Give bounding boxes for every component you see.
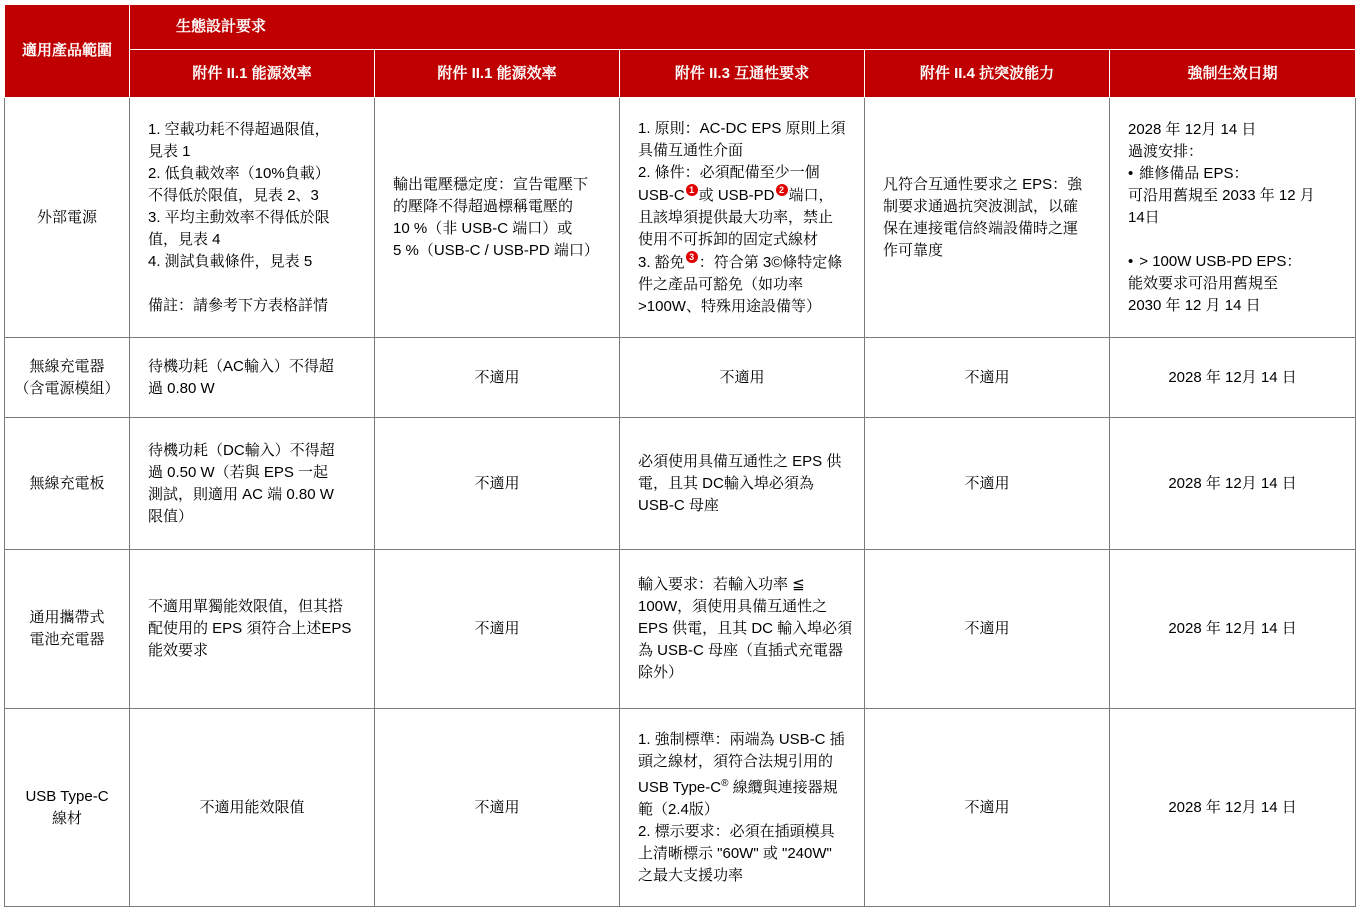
text-line: 值，見表 4	[148, 230, 221, 248]
category-cell	[5, 550, 130, 709]
text-line: USB Type-C	[25, 787, 109, 805]
text-line: 除外）	[638, 664, 684, 681]
efficiency-cell	[130, 550, 375, 709]
text-line: 使用不可拆卸的固定式線材	[638, 230, 819, 248]
date-cell: 2028 年 12月 14 日	[1110, 338, 1356, 418]
text-line: 線材	[51, 809, 82, 827]
text-line: 不適用單獨能效限值，但其搭	[148, 598, 344, 615]
text-run: USB-C	[638, 186, 685, 204]
interop-cell: 不適用	[620, 338, 865, 418]
text-line: 限值）	[148, 507, 194, 525]
registered-mark: ®	[721, 777, 729, 789]
footnote-2-badge: 2	[776, 184, 788, 196]
surge-cell: 不適用	[865, 418, 1110, 550]
text-line: 無線充電器	[29, 357, 105, 375]
text-line: 上清晰標示 "60W" 或 "240W"	[638, 844, 832, 862]
text-line: USB-C 母座	[638, 496, 719, 514]
text-line: 待機功耗（DC輸入）不得超	[148, 441, 335, 459]
surge-cell: 不適用	[865, 550, 1110, 709]
text-line: 可沿用舊規至 2033 年 12 月	[1128, 186, 1315, 204]
text-line	[638, 251, 860, 274]
effective-date: 2028 年 12月 14 日	[1128, 120, 1257, 138]
voltage-cell: 不適用	[375, 418, 620, 550]
text-line: 為 USB-C 母座（直插式充電器	[638, 642, 844, 659]
header-product-scope: 適用產品範圍	[5, 5, 130, 98]
bullet-item: • 維修備品 EPS：	[1128, 163, 1351, 185]
interop-cell	[620, 709, 865, 907]
text-line: 輸出電壓穩定度：宣告電壓下	[393, 175, 589, 193]
text-line: 通用攜帶式	[29, 609, 105, 626]
text-line: 電池充電器	[29, 631, 105, 648]
text-line: 2. 標示要求：必須在插頭模具	[638, 822, 835, 840]
text-line: 1. 空載功耗不得超過限值，	[148, 120, 330, 138]
table-row-wireless-pad	[5, 418, 1356, 550]
text-line: 5 %（USB-C / USB-PD 端口）	[393, 241, 599, 259]
header-col-efficiency: 附件 II.1 能源效率	[130, 50, 375, 98]
category-cell: 無線充電板	[5, 418, 130, 550]
header-ecodesign-group	[130, 5, 1356, 50]
text-line: 2030 年 12 月 14 日	[1128, 296, 1261, 314]
category-cell	[5, 709, 130, 907]
text-run: ：符合第 3©條特定條	[698, 253, 843, 271]
surge-cell: 不適用	[865, 338, 1110, 418]
header-col-surge: 附件 II.4 抗突波能力	[865, 50, 1110, 98]
text-line: 100W，須使用具備互通性之	[638, 598, 828, 615]
text-line: 10 %（非 USB-C 端口）或	[393, 219, 573, 237]
text-line: 保在連接電信終端設備時之運	[883, 219, 1079, 237]
text-line: 制要求通過抗突波測試，以確	[883, 197, 1079, 215]
text-run: USB Type-C	[638, 778, 722, 796]
voltage-cell: 不適用	[375, 550, 620, 709]
interop-cell	[620, 418, 865, 550]
text-line: 過渡安排：	[1128, 142, 1204, 160]
note-line: 備註：請參考下方表格詳情	[148, 296, 329, 314]
interop-cell	[620, 98, 865, 338]
text-line: 過 0.80 W	[148, 379, 215, 397]
text-line: 配使用的 EPS 須符合上述EPS	[148, 620, 352, 637]
text-line: 1. 原則：AC-DC EPS 原則上須	[638, 119, 846, 137]
text-line: 具備互通性介面	[638, 141, 744, 159]
date-cell: 2028 年 12月 14 日	[1110, 550, 1356, 709]
category-cell	[5, 338, 130, 418]
text-line: 待機功耗（AC輸入）不得超	[148, 357, 334, 375]
text-line: 不得低於限值，見表 2、3	[148, 186, 319, 204]
date-cell	[1110, 98, 1356, 338]
text-line: 1. 強制標準：兩端為 USB-C 插	[638, 730, 845, 748]
text-line: 作可靠度	[883, 241, 944, 259]
text-line: EPS 供電，且其 DC 輸入埠必須	[638, 620, 853, 637]
category-cell: 外部電源	[5, 98, 130, 338]
table-row-portable-charger	[5, 550, 1356, 709]
bullet-item: • > 100W USB-PD EPS：	[1128, 251, 1351, 273]
text-line: 14日	[1128, 208, 1160, 226]
text-line: 之最大支援功率	[638, 866, 744, 884]
text-run: 或 USB-PD	[698, 186, 775, 204]
text-line: 過 0.50 W（若與 EPS 一起	[148, 463, 329, 481]
header-col-interop: 附件 II.3 互通性要求	[620, 50, 865, 98]
text-line: >100W、特殊用途設備等）	[638, 297, 821, 315]
text-line: （含電源模組）	[14, 379, 120, 397]
header-col-effective-date: 強制生效日期	[1110, 50, 1356, 98]
interop-cell	[620, 550, 865, 709]
text-line: 件之產品可豁免（如功率	[638, 275, 804, 293]
date-cell: 2028 年 12月 14 日	[1110, 709, 1356, 907]
text-line: 電，且其 DC輸入埠必須為	[638, 474, 814, 492]
efficiency-cell	[130, 98, 375, 338]
text-line: 見表 1	[148, 142, 191, 160]
text-line: 範（2.4版）	[638, 800, 719, 818]
surge-cell: 不適用	[865, 709, 1110, 907]
text-line: 凡符合互通性要求之 EPS：強	[883, 175, 1083, 193]
footnote-1-badge: 1	[686, 184, 698, 196]
text-line	[638, 773, 860, 799]
spacer	[148, 273, 370, 295]
header-group-label: 生態設計要求	[176, 18, 267, 35]
header-col-voltage: 附件 II.1 能源效率	[375, 50, 620, 98]
efficiency-cell: 不適用能效限值	[130, 709, 375, 907]
text-run: 3. 豁免	[638, 253, 685, 271]
text-line: 必須使用具備互通性之 EPS 供	[638, 452, 842, 470]
text-line: 2. 條件：必須配備至少一個	[638, 163, 820, 181]
text-line: 能效要求可沿用舊規至	[1128, 274, 1279, 292]
surge-cell	[865, 98, 1110, 338]
voltage-cell	[375, 98, 620, 338]
text-line	[638, 184, 860, 207]
eco-design-requirements-table	[4, 4, 1356, 907]
voltage-cell: 不適用	[375, 709, 620, 907]
text-line: 測試，則適用 AC 端 0.80 W	[148, 485, 334, 503]
table-row-usb-c-cable	[5, 709, 1356, 907]
text-line: 頭之線材，須符合法規引用的	[638, 752, 834, 770]
text-line: 4. 測試負載條件，見表 5	[148, 252, 313, 270]
text-run: 線纜與連接器規	[728, 778, 838, 796]
efficiency-cell	[130, 338, 375, 418]
efficiency-cell	[130, 418, 375, 550]
spacer	[1128, 229, 1351, 251]
text-line: 且該埠須提供最大功率，禁止	[638, 208, 834, 226]
text-run: 端口，	[788, 186, 834, 204]
text-line: 能效要求	[148, 642, 209, 659]
date-cell: 2028 年 12月 14 日	[1110, 418, 1356, 550]
table-row-wireless-charger	[5, 338, 1356, 418]
text-line: 2. 低負載效率（10%負載）	[148, 164, 330, 182]
voltage-cell: 不適用	[375, 338, 620, 418]
text-line: 的壓降不得超過標稱電壓的	[393, 197, 574, 215]
text-line: 3. 平均主動效率不得低於限	[148, 208, 330, 226]
table-row-eps	[5, 98, 1356, 338]
text-line: 輸入要求：若輸入功率 ≦	[638, 576, 805, 593]
footnote-3-badge: 3	[686, 251, 698, 263]
